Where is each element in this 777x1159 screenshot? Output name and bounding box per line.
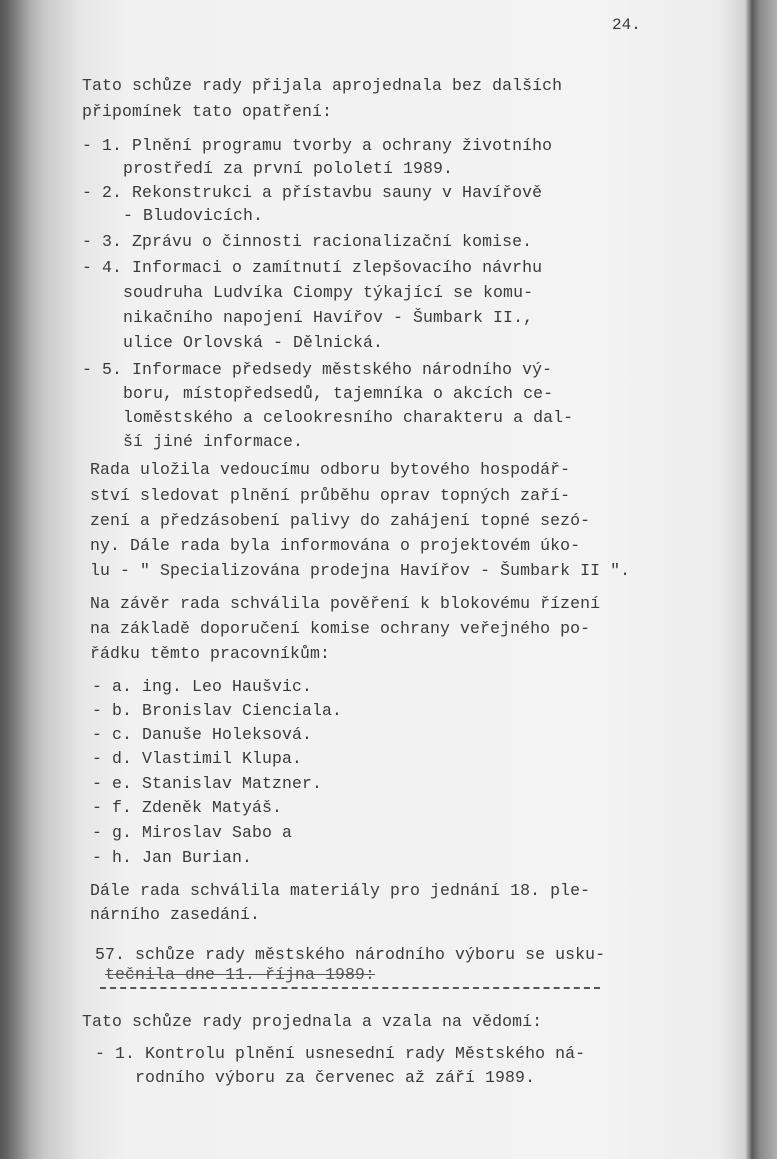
paragraph-line: řádku těmto pracovníkům: (90, 644, 331, 663)
dashed-rule (100, 987, 600, 989)
item-4-cont: nikačního napojení Havířov - Šumbark II., (123, 308, 534, 327)
item-2-cont: - Bludovicích. (123, 206, 264, 225)
item-4: - 4. Informaci o zamítnutí zlepšovacího návrhu (82, 258, 543, 277)
meeting-item-1: - 1. Kontrolu plnění usnesední rady Městského ná- (95, 1044, 586, 1063)
person-item: - g. Miroslav Sabo a (92, 823, 293, 842)
item-1: - 1. Plnění programu tvorby a ochrany životního (82, 136, 553, 155)
paragraph-line: Dále rada schválila materiály pro jednání 18. ple- (90, 881, 591, 900)
paragraph-line: ství sledovat plnění průběhu oprav topných zaří- (90, 486, 571, 505)
person-item: - b. Bronislav Cienciala. (92, 701, 343, 720)
paragraph-line: ny. Dále rada byla informována o projektovém úko- (90, 536, 581, 555)
item-5-cont: ší jiné informace. (123, 432, 304, 451)
person-item: - h. Jan Burian. (92, 848, 253, 867)
meeting-item-1-cont: rodního výboru za červenec až září 1989. (135, 1068, 536, 1087)
person-item: - f. Zdeněk Matyáš. (92, 798, 283, 817)
meeting-intro: Tato schůze rady projednala a vzala na vědomí: (82, 1012, 543, 1031)
person-item: - e. Stanislav Matzner. (92, 774, 323, 793)
item-2: - 2. Rekonstrukci a přístavbu sauny v Havířově (82, 183, 543, 202)
item-1-cont: prostředí za první pololetí 1989. (123, 159, 454, 178)
paragraph-line: Rada uložila vedoucímu odboru bytového hospodář- (90, 460, 571, 479)
item-5: - 5. Informace předsedy městského národního vý- (82, 360, 553, 379)
paragraph-line: Na závěr rada schválila pověření k blokovému řízení (90, 594, 601, 613)
paragraph-line: lu - " Specializována prodejna Havířov - Šumbark II ". (90, 561, 631, 580)
page-number: 24. (612, 16, 641, 34)
person-item: - d. Vlastimil Klupa. (92, 749, 303, 768)
person-item: - a. ing. Leo Haušvic. (92, 677, 313, 696)
intro-line-1: Tato schůze rady přijala aprojednala bez dalších (82, 76, 563, 95)
intro-line-2: připomínek tato opatření: (82, 102, 333, 121)
item-5-cont: loměstského a celookresního charakteru a dal- (123, 408, 574, 427)
person-item: - c. Danuše Holeksová. (92, 725, 313, 744)
meeting-heading: 57. schůze rady městského národního výboru se usku- (95, 945, 606, 964)
item-4-cont: ulice Orlovská - Dělnická. (123, 333, 384, 352)
item-5-cont: boru, místopředsedů, tajemníka o akcích ce- (123, 384, 554, 403)
item-3: - 3. Zprávu o činnosti racionalizační komise. (82, 232, 533, 251)
binding-shadow (0, 0, 30, 1159)
paragraph-line: nárního zasedání. (90, 905, 261, 924)
item-4-cont: soudruha Ludvíka Ciompy týkající se komu- (123, 283, 534, 302)
paragraph-line: zení a předzásobení palivy do zahájení topné sezó- (90, 511, 591, 530)
meeting-heading-date: tečnila dne 11. října 1989: (105, 965, 376, 984)
paragraph-line: na základě doporučení komise ochrany veřejného po- (90, 619, 591, 638)
